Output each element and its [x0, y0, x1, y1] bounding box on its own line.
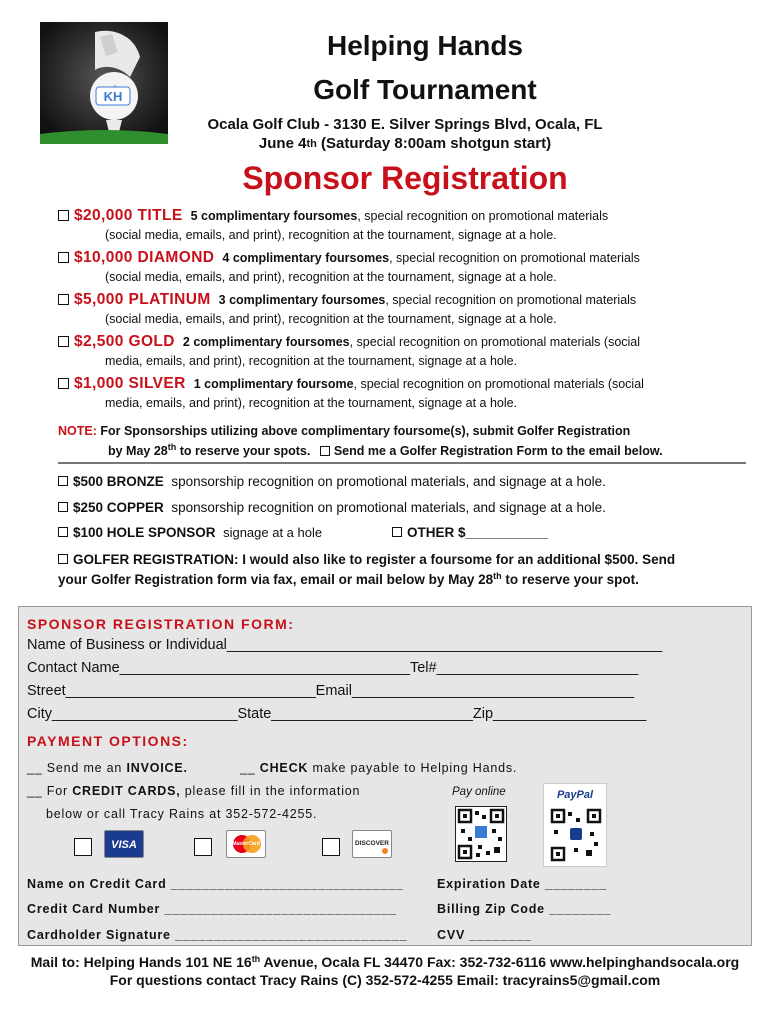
- tournament-logo: [40, 22, 168, 144]
- hole-sponsor-checkbox[interactable]: [58, 527, 68, 537]
- city-state-zip-field[interactable]: City_______________________State_________________________Zip___________________: [27, 706, 647, 722]
- discover-checkbox[interactable]: [322, 838, 340, 856]
- golfer-registration: GOLFER REGISTRATION: I would also like to register a foursome for an additional $500. Send your Golfer Registration form via fax, email or mail below by May 28th to reserve your spot.: [58, 552, 676, 587]
- golfer-form-request-checkbox[interactable]: [320, 446, 330, 456]
- credit-card-call-text: below or call Tracy Rains at 352-572-4255.: [46, 807, 318, 821]
- payment-options-title: PAYMENT OPTIONS:: [27, 733, 189, 749]
- option-hole-sponsor: $100 HOLE SPONSOR signage at a hole: [58, 525, 322, 540]
- divider: [58, 462, 746, 464]
- check-option[interactable]: __ CHECK make payable to Helping Hands.: [240, 761, 518, 775]
- visa-checkbox[interactable]: [74, 838, 92, 856]
- tier-gold-checkbox[interactable]: [58, 336, 69, 347]
- tier-diamond-checkbox[interactable]: [58, 252, 69, 263]
- golfer-registration-checkbox[interactable]: [58, 554, 68, 564]
- credit-card-option[interactable]: __ For CREDIT CARDS, please fill in the information: [27, 784, 361, 798]
- option-copper: $250 COPPER sponsorship recognition on promotional materials, and signage at a hole.: [58, 500, 606, 515]
- tier-diamond: $10,000 DIAMOND 4 complimentary foursomes, special recognition on promotional materials (social media, emails, and print), recognition at the tournament, signage at a hole.: [58, 248, 748, 286]
- form-title: SPONSOR REGISTRATION FORM:: [27, 616, 295, 632]
- option-bronze: $500 BRONZE sponsorship recognition on promotional materials, and signage at a hole.: [58, 474, 606, 489]
- cardholder-signature-field[interactable]: Cardholder Signature ______________________________: [27, 928, 408, 942]
- card-type-row: [74, 828, 394, 860]
- mail-to-line: Mail to: Helping Hands 101 NE 16th Avenue, Ocala FL 34470 Fax: 352-732-6116 www.helpinghandsocala.org: [30, 954, 740, 970]
- event-date: June 4th (Saturday 8:00am shotgun start): [258, 135, 552, 152]
- visa-icon: VISA: [104, 830, 144, 858]
- mastercard-checkbox[interactable]: [194, 838, 212, 856]
- venue-address: Ocala Golf Club - 3130 E. Silver Springs Blvd, Ocala, FL: [207, 116, 603, 133]
- tier-platinum-checkbox[interactable]: [58, 294, 69, 305]
- option-other: OTHER $___________: [392, 525, 548, 540]
- svg-text:KH: KH: [103, 89, 123, 104]
- pay-online-label: Pay online: [452, 786, 506, 798]
- cvv-field[interactable]: CVV ________: [437, 928, 532, 942]
- mastercard-icon: MasterCard: [226, 830, 266, 858]
- title-line-2: Golf Tournament: [313, 74, 537, 105]
- tier-gold: $2,500 GOLD 2 complimentary foursomes, special recognition on promotional materials (social media, emails, and print), recognition at the tournament, signage at a hole.: [58, 332, 748, 370]
- sponsor-registration-heading: Sponsor Registration: [242, 160, 568, 196]
- tier-platinum: $5,000 PLATINUM 3 complimentary foursomes, special recognition on promotional materials (social media, emails, and print), recognition at the tournament, signage at a hole.: [58, 290, 748, 328]
- invoice-option[interactable]: __ Send me an INVOICE.: [27, 761, 188, 775]
- contact-line: For questions contact Tracy Rains (C) 352-572-4255 Email: tracyrains5@gmail.com: [109, 972, 661, 988]
- name-field[interactable]: Name of Business or Individual______________________________________________________: [27, 637, 663, 653]
- title-line-1: Helping Hands: [326, 30, 523, 61]
- billing-zip-field[interactable]: Billing Zip Code ________: [437, 902, 612, 916]
- cc-number-field[interactable]: Credit Card Number ______________________________: [27, 902, 397, 916]
- tier-title-checkbox[interactable]: [58, 210, 69, 221]
- bronze-checkbox[interactable]: [58, 476, 68, 486]
- expiration-field[interactable]: Expiration Date ________: [437, 877, 607, 891]
- tier-title: $20,000 TITLE 5 complimentary foursomes, special recognition on promotional materials (social media, emails, and print), recognition at the tournament, signage at a hole.: [58, 206, 748, 244]
- copper-checkbox[interactable]: [58, 502, 68, 512]
- pay-online-qr-icon[interactable]: [455, 806, 507, 862]
- cc-name-field[interactable]: Name on Credit Card ______________________________: [27, 877, 404, 891]
- note-line-1: NOTE: For Sponsorships utilizing above complimentary foursome(s), submit Golfer Registration: [58, 424, 631, 438]
- contact-tel-field[interactable]: Contact Name____________________________________Tel#_________________________: [27, 660, 639, 676]
- note-line-2: by May 28th to reserve your spots. Send me a Golfer Registration Form to the email below.: [108, 442, 663, 458]
- other-checkbox[interactable]: [392, 527, 402, 537]
- discover-icon: DISCOVER: [352, 830, 392, 858]
- paypal-qr[interactable]: [543, 783, 607, 867]
- tier-silver: $1,000 SILVER 1 complimentary foursome, special recognition on promotional materials (social media, emails, and print), recognition at the tournament, signage at a hole.: [58, 374, 748, 412]
- paypal-icon: PayPal: [556, 789, 594, 801]
- tier-silver-checkbox[interactable]: [58, 378, 69, 389]
- street-email-field[interactable]: Street_______________________________Email___________________________________: [27, 683, 635, 699]
